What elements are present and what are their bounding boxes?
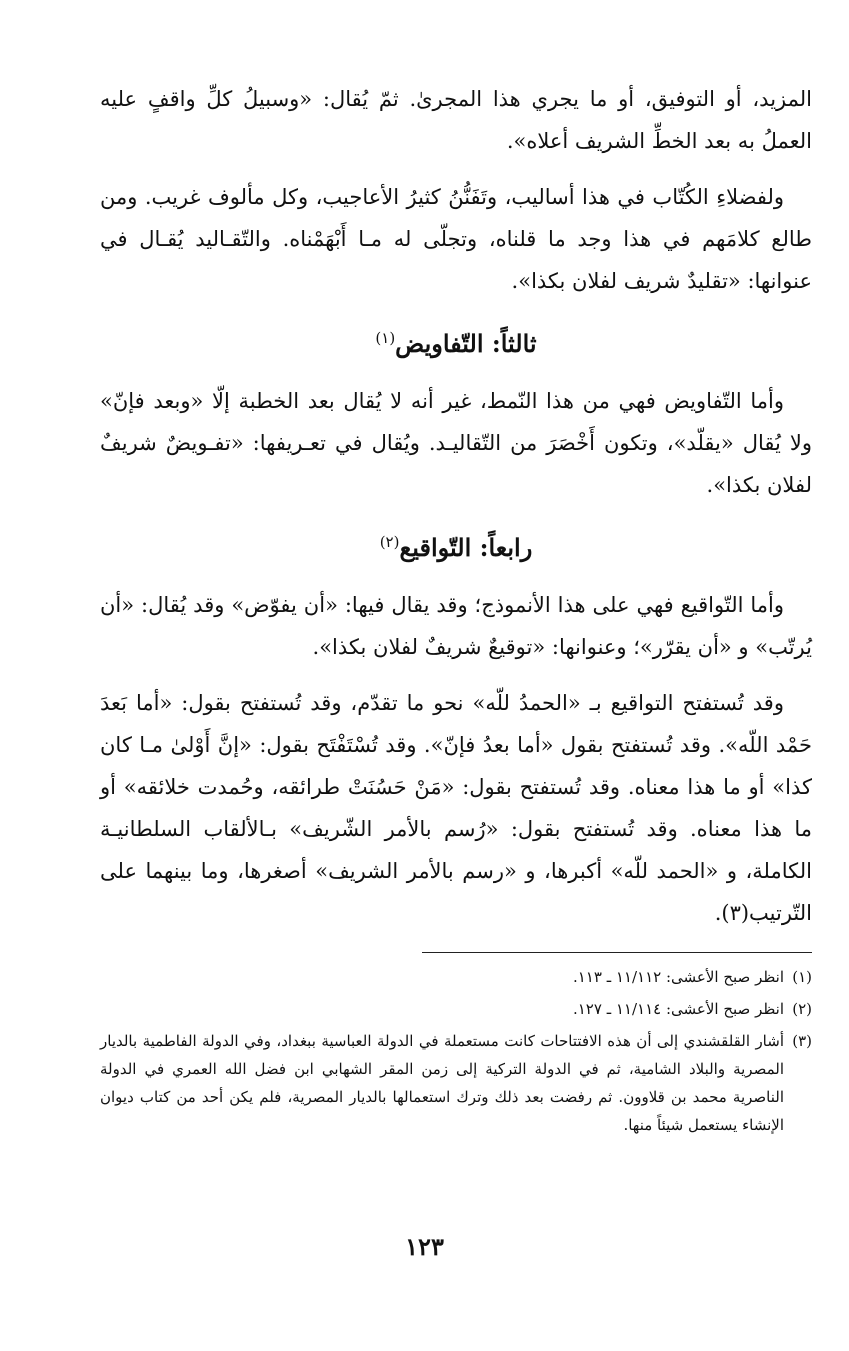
section-heading-tafawid-text: ثالثاً: التّفاويض — [395, 329, 537, 358]
paragraph-intro-1: المزيد، أو التوفيق، أو ما يجري هذا المجرىٰ. ثمّ يُقال: «وسبيلُ كلِّ واقفٍ عليه العملُ به بعد الخطِّ الشريف أعلاه». — [100, 87, 812, 153]
footnote-text: انظر صبح الأعشى: ١١/١١٢ ـ ١١٣. — [572, 968, 784, 986]
footnote-divider — [422, 952, 812, 953]
page-body — [100, 78, 812, 1143]
footnote-number: (٣) — [792, 1032, 812, 1050]
footnote-text: أشار القلقشندي إلى أن هذه الافتتاحات كانت مستعملة في الدولة العباسية ببغداد، وفي الدولة الفاطمية بالديار المصرية والبلاد الشامية، ثم في الدولة التركية إلى زمن المقر الشهابي ابن فضل الله العمري في الدولة الناصرية محمد بن قلاوون. ثم رفضت بعد ذلك وترك استعمالها بالديار المصرية، فلم يكن أحد من كتاب ديوان الإنشاء يستعمل شيئاً منها. — [100, 1032, 784, 1134]
footnote-number: (١) — [792, 968, 812, 986]
paragraph-tawaqi-1: وأما التّواقيع فهي على هذا الأنموذج؛ وقد يقال فيها: «أن يفوّض» وقد يُقال: «أن يُرتّب» و «أن يقرّر»؛ وعنوانها: «توقيعٌ شريفٌ لفلان بكذا». — [100, 593, 812, 659]
footnote-1 — [100, 963, 812, 991]
section-heading-tawaqi — [100, 520, 812, 570]
section-heading-tafawid — [100, 316, 812, 366]
footnotes — [100, 963, 812, 1139]
footnote-2 — [100, 995, 812, 1023]
paragraph-intro-2: ولفضلاءِ الكُتّاب في هذا أساليب، وتَفَنُّنُ كثيرُ الأعاجيب، وكل مألوف غريب. ومن طالع كلامَهم في هذا وجد ما قلناه، وتجلّى له مـا أَبْهَمْناه. والتّقـاليد يُقـال في عنوانها: «تقليدٌ شريف لفلان بكذا». — [100, 185, 812, 293]
paragraph-tafawid: وأما التّفاويض فهي من هذا النّمط، غير أنه لا يُقال بعد الخطبة إلّا «وبعد فإنّ» ولا يُقال «يقلّد»، وتكون أَخْصَرَ من التّقاليـد. ويُقال في تعـريفها: «تفـويضٌ شريفٌ لفلان بكذا». — [100, 389, 812, 497]
section-heading-tawaqi-text: رابعاً: التّواقيع — [399, 533, 533, 562]
paragraph-tawaqi-2: وقد تُستفتح التواقيع بـ «الحمدُ للّه» نحو ما تقدّم، وقد تُستفتح بقول: «أما بَعدَ حَمْد اللّه». وقد تُستفتح بقول «أما بعدُ فإنّ». وقد تُسْتَفْتَح بقول: «إنَّ أَوْلىٰ مـا كان كذا» أو ما هذا معناه. وقد تُستفتح بقول: «مَنْ حَسُنَتْ طرائقه، وحُمدت خلائقه» أو ما هذا معناه. وقد تُستفتح بقول: «رُسم بالأمر الشّريف» بـالألقاب السلطانيـة الكاملة، و «الحمد للّه» أكبرها، و «رسم بالأمر الشريف» أصغرها، وما بينهما على التّرتيب(٣). — [100, 691, 812, 925]
footnote-3 — [100, 1027, 812, 1139]
footnote-marker-1: (١) — [375, 329, 396, 347]
footnote-marker-2: (٢) — [379, 533, 400, 551]
footnote-text: انظر صبح الأعشى: ١١/١١٤ ـ ١٢٧. — [572, 1000, 784, 1018]
page-number: ١٢٣ — [405, 1232, 444, 1261]
footnote-number: (٢) — [792, 1000, 812, 1018]
